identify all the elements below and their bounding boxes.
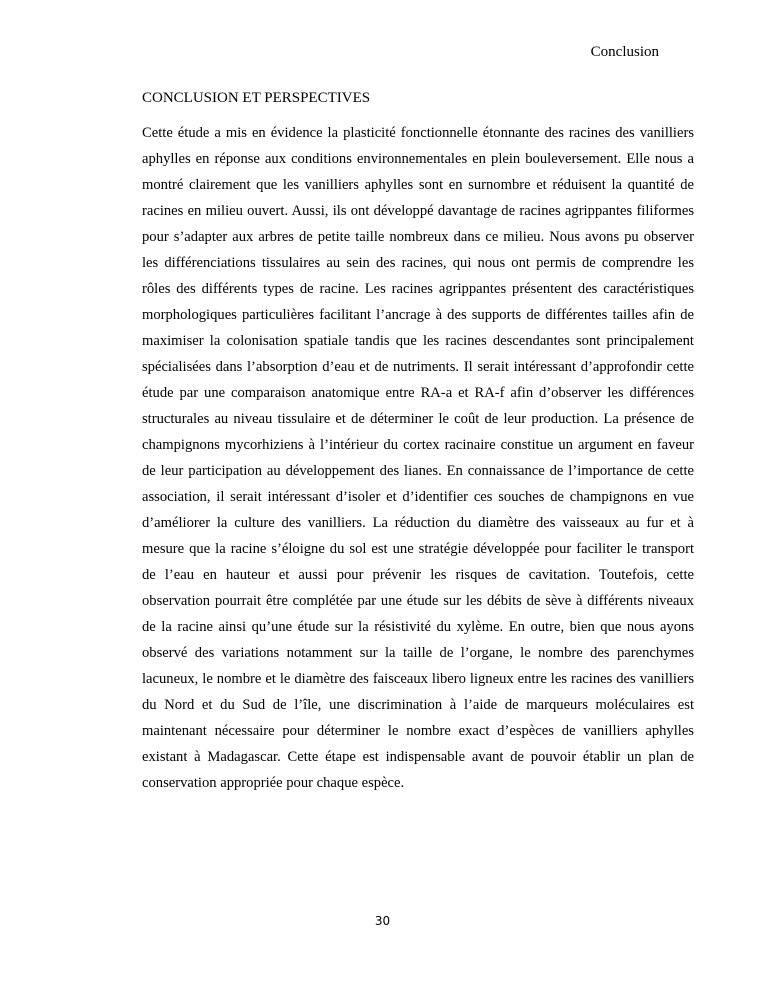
paragraph-line: racines en milieu ouvert. Aussi, ils ont développé davantage de racines agrippantes filiformes xyxy=(142,203,694,219)
paragraph-line: de l’eau en hauteur et aussi pour prévenir les risques de cavitation. Toutefois, cette xyxy=(142,567,694,583)
paragraph-line: rôles des différents types de racine. Les racines agrippantes présentent des caractéristiques xyxy=(142,281,694,297)
paragraph-line: conservation appropriée pour chaque espèce. xyxy=(142,775,405,791)
paragraph-line: association, il serait intéressant d’isoler et d’identifier ces souches de champignons en vue xyxy=(142,489,694,505)
paragraph-line: de leur participation au développement des lianes. En connaissance de l’importance de cette xyxy=(142,463,694,479)
paragraph-line: lacuneux, le nombre et le diamètre des faisceaux libero ligneux entre les racines des vanilliers xyxy=(142,671,694,687)
paragraph-line: morphologiques particulières facilitant l’ancrage à des supports de différentes tailles afin de xyxy=(142,307,694,323)
section-title: CONCLUSION ET PERSPECTIVES xyxy=(142,90,371,106)
paragraph-line: les différenciations tissulaires au sein des racines, qui nous ont permis de comprendre les xyxy=(142,255,694,271)
running-header: Conclusion xyxy=(590,44,659,60)
paragraph-line: montré clairement que les vanilliers aphylles sont en surnombre et réduisent la quantité de xyxy=(142,177,694,193)
paragraph-line: observation pourrait être complétée par une étude sur les débits de sève à différents niveaux xyxy=(142,593,694,609)
paragraph-line: du Nord et du Sud de l’île, une discrimination à l’aide de marqueurs moléculaires est xyxy=(142,697,694,713)
paragraph-line: d’améliorer la culture des vanilliers. La réduction du diamètre des vaisseaux au fur et à xyxy=(142,515,694,531)
page-number: 30 xyxy=(374,914,391,928)
paragraph-line: maximiser la colonisation spatiale tandis que les racines descendantes sont principalement xyxy=(142,333,694,349)
paragraph-line: structurales au niveau tissulaire et de déterminer le coût de leur production. La présence de xyxy=(142,411,694,427)
paragraph-line: de la racine ainsi qu’une étude sur la résistivité du xylème. En outre, bien que nous ayons xyxy=(142,619,694,635)
paragraph-line: mesure que la racine s’éloigne du sol est une stratégie développée pour faciliter le transport xyxy=(142,541,694,557)
paragraph-line: pour s’adapter aux arbres de petite taille nombreux dans ce milieu. Nous avons pu observer xyxy=(142,229,694,245)
paragraph-line: observé des variations notamment sur la taille de l’organe, le nombre des parenchymes xyxy=(142,645,694,661)
paragraph-line: champignons mycorhiziens à l’intérieur du cortex racinaire constitue un argument en faveur xyxy=(142,437,694,453)
paragraph-line: aphylles en réponse aux conditions environnementales en plein bouleversement. Elle nous a xyxy=(142,151,694,167)
paragraph-line: Cette étude a mis en évidence la plasticité fonctionnelle étonnante des racines des vanilliers xyxy=(142,125,694,141)
paragraph-line: existant à Madagascar. Cette étape est indispensable avant de pouvoir établir un plan de xyxy=(142,749,694,765)
body-paragraph xyxy=(142,120,694,796)
paragraph-line: étude par une comparaison anatomique entre RA-a et RA-f afin d’observer les différences xyxy=(142,385,694,401)
paragraph-line: spécialisées dans l’absorption d’eau et de nutriments. Il serait intéressant d’approfondir cette xyxy=(142,359,694,375)
paragraph-line: maintenant nécessaire pour déterminer le nombre exact d’espèces de vanilliers aphylles xyxy=(142,723,694,739)
